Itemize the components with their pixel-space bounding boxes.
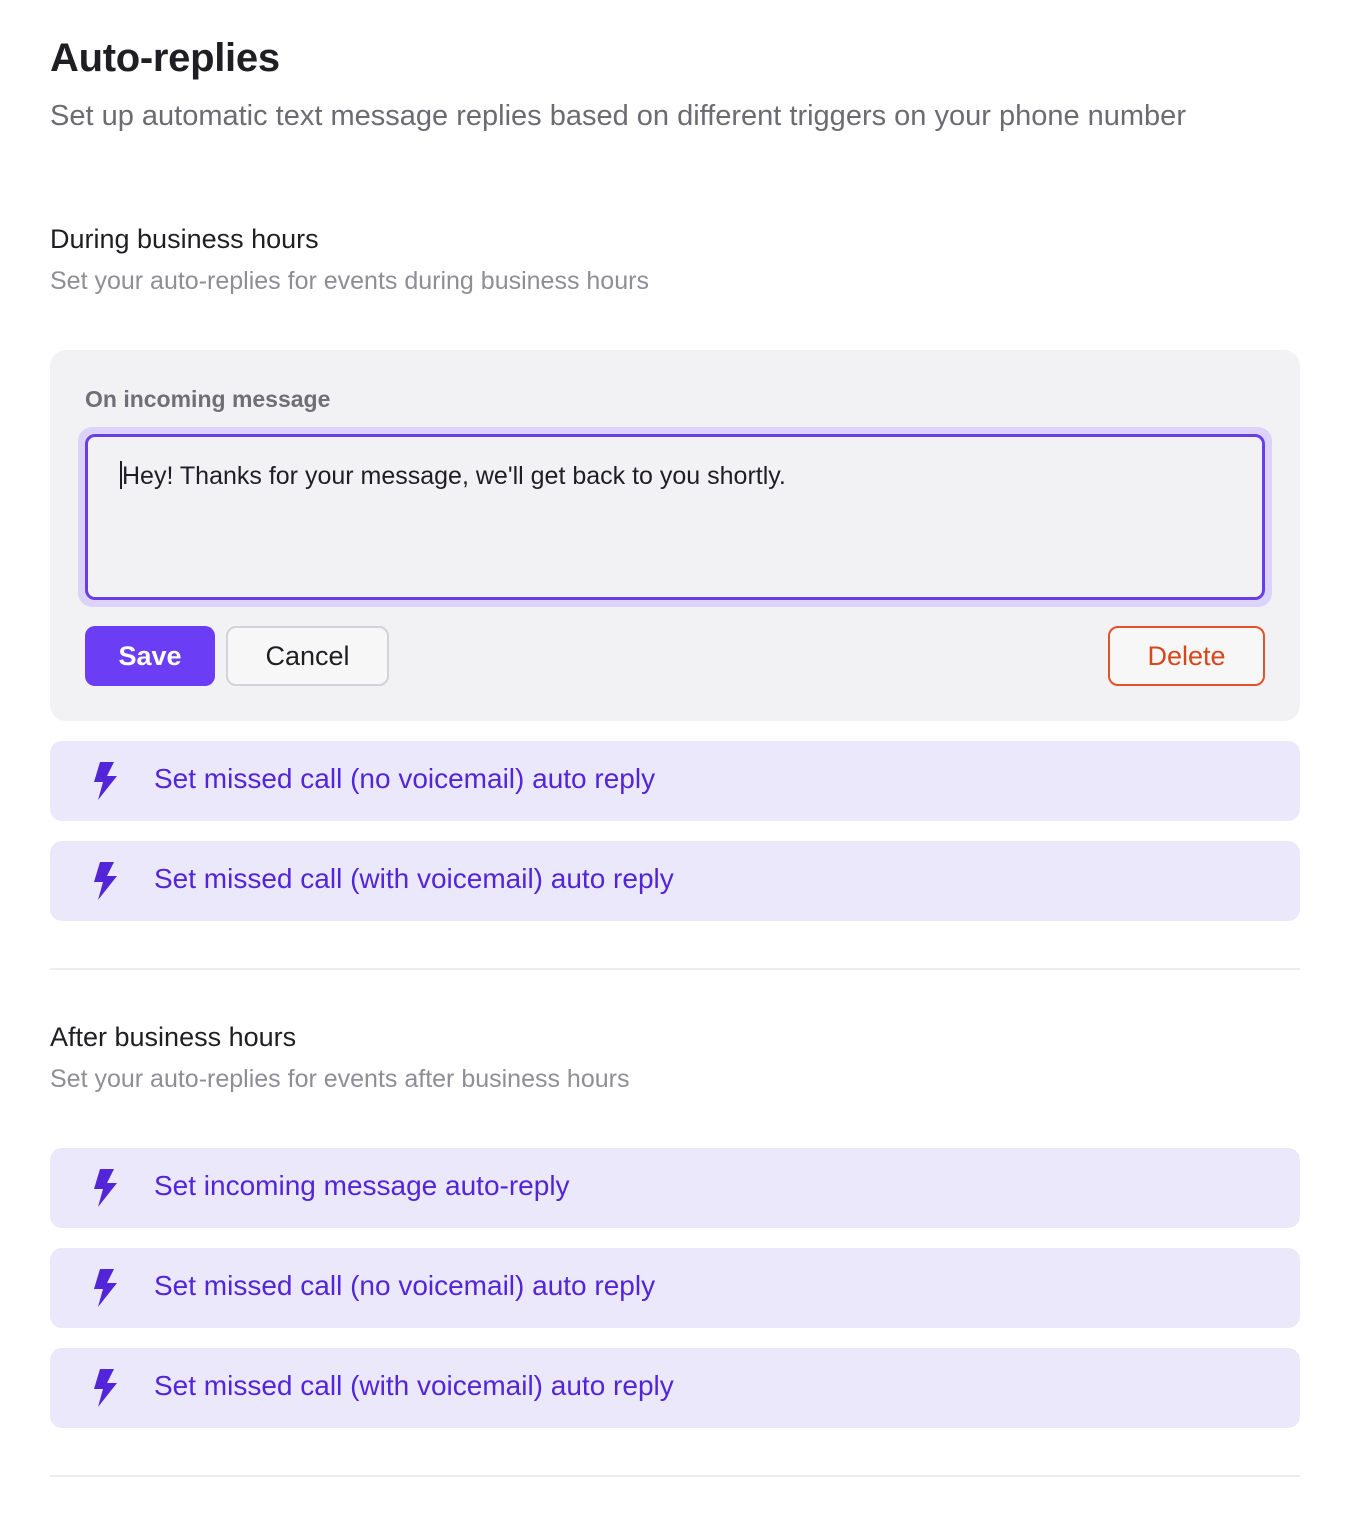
incoming-message-editor-card (50, 350, 1300, 721)
page-subtitle: Set up automatic text message replies based on different triggers on your phone number (50, 100, 1186, 132)
set-missed-call-with-voicemail-button[interactable] (50, 841, 1300, 921)
editor-focus-ring (78, 427, 1272, 607)
lightning-bolt-icon (92, 761, 118, 801)
after-hours-title: After business hours (50, 1022, 297, 1052)
business-hours-title: During business hours (50, 224, 319, 254)
lightning-bolt-icon (92, 1268, 118, 1308)
cancel-button[interactable]: Cancel (226, 626, 389, 686)
lightning-bolt-icon (92, 1368, 118, 1408)
set-incoming-message-auto-reply-button[interactable] (50, 1148, 1300, 1228)
auto-reply-message-text: Hey! Thanks for your message, we'll get back to you shortly. (122, 462, 786, 490)
section-divider (50, 968, 1300, 970)
editor-label: On incoming message (85, 386, 331, 412)
action-label: Set missed call (no voicemail) auto reply (154, 763, 656, 794)
auto-reply-message-textarea[interactable] (85, 434, 1265, 600)
action-label: Set incoming message auto-reply (154, 1170, 570, 1201)
set-missed-call-no-voicemail-button[interactable] (50, 741, 1300, 821)
set-missed-call-no-voicemail-button[interactable] (50, 1248, 1300, 1328)
lightning-bolt-icon (92, 1168, 118, 1208)
after-hours-subtitle: Set your auto-replies for events after business hours (50, 1065, 630, 1093)
page-title: Auto-replies (50, 36, 280, 80)
action-label: Set missed call (with voicemail) auto reply (154, 863, 674, 894)
lightning-bolt-icon (92, 861, 118, 901)
section-divider (50, 1475, 1300, 1477)
action-label: Set missed call (no voicemail) auto reply (154, 1270, 656, 1301)
delete-button[interactable]: Delete (1108, 626, 1265, 686)
business-hours-subtitle: Set your auto-replies for events during business hours (50, 267, 649, 295)
action-label: Set missed call (with voicemail) auto reply (154, 1370, 674, 1401)
set-missed-call-with-voicemail-button[interactable] (50, 1348, 1300, 1428)
save-button[interactable]: Save (85, 626, 215, 686)
